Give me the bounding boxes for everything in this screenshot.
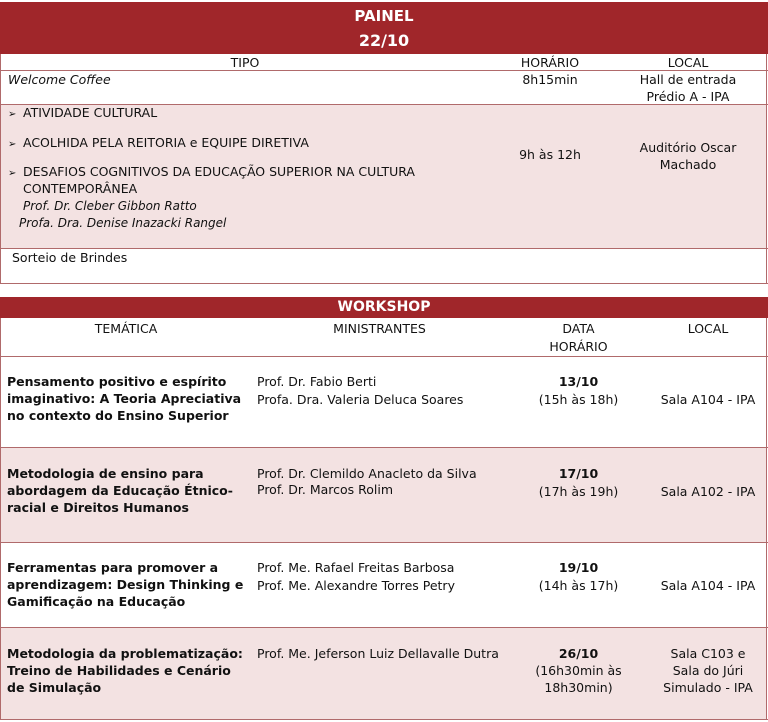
painel-header <box>0 2 768 54</box>
workshop-row-1-theme-1: Pensamento positivo e espírito <box>7 374 227 389</box>
workshop-row-1-speaker-2: Profa. Dra. Valeria Deluca Soares <box>257 392 464 407</box>
workshop-row-4-theme-2: Treino de Habilidades e Cenário <box>7 663 231 678</box>
workshop-row-4-time-1: (16h30min às <box>535 663 622 678</box>
painel-item-desafios-label-1: DESAFIOS COGNITIVOS DA EDUCAÇÃO SUPERIOR NA CULTURA <box>23 164 415 179</box>
painel-speaker-2: Profa. Dra. Denise Inazacki Rangel <box>19 216 227 230</box>
workshop-row-2-theme-3: racial e Direitos Humanos <box>7 500 189 515</box>
workshop-row-1-time: (15h às 18h) <box>538 392 619 407</box>
painel-border-right <box>766 54 767 284</box>
workshop-row-4-local-3: Simulado - IPA <box>663 680 753 695</box>
workshop-row-1-date: 13/10 <box>558 374 599 389</box>
workshop-row-4-speaker-1: Prof. Me. Jeferson Luiz Dellavalle Dutra <box>257 646 499 661</box>
painel-border-bottom <box>0 283 768 284</box>
workshop-row-4-theme-3: de Simulação <box>7 680 102 695</box>
workshop-row-3-theme-2: aprendizagem: Design Thinking e <box>7 577 244 592</box>
painel-col-horario: HORÁRIO <box>520 55 580 70</box>
painel-item-cultural <box>8 104 157 123</box>
workshop-col-horario: HORÁRIO <box>549 339 608 354</box>
workshop-col-data: DATA <box>562 321 595 336</box>
workshop-row-1-speaker-1: Prof. Dr. Fabio Berti <box>257 374 377 389</box>
painel-sorteio: Sorteio de Brindes <box>12 250 128 265</box>
workshop-divider-header <box>0 356 768 357</box>
workshop-row-2-theme-1: Metodologia de ensino para <box>7 466 204 481</box>
workshop-row-4-theme-1: Metodologia da problematização: <box>7 646 243 661</box>
workshop-row-2-time: (17h às 19h) <box>538 484 619 499</box>
painel-col-local: LOCAL <box>667 55 709 70</box>
workshop-row-2-local: Sala A102 - IPA <box>660 484 756 499</box>
workshop-row-3-time: (14h às 17h) <box>538 578 619 593</box>
painel-col-tipo: TIPO <box>230 55 260 70</box>
painel-item-acolhida-label: ACOLHIDA PELA REITORIA e EQUIPE DIRETIVA <box>23 135 309 150</box>
painel-welcome-label: Welcome Coffee <box>8 72 111 87</box>
workshop-row-1-theme-2: imaginativo: A Teoria Apreciativa <box>7 391 242 406</box>
painel-item-acolhida <box>8 134 309 153</box>
painel-date: 22/10 <box>358 31 410 50</box>
painel-welcome-time: 8h15min <box>522 72 578 87</box>
workshop-col-local: LOCAL <box>687 321 729 336</box>
workshop-row-2-date: 17/10 <box>558 466 599 481</box>
workshop-row-4-time-2: 18h30min) <box>544 680 613 695</box>
workshop-row-3-speaker-1: Prof. Me. Rafael Freitas Barbosa <box>257 560 455 575</box>
workshop-border-right <box>766 318 767 720</box>
workshop-divider-row-2 <box>0 542 768 543</box>
painel-title: PAINEL <box>354 7 414 25</box>
workshop-row-2-theme-2: abordagem da Educação Étnico- <box>7 483 233 498</box>
workshop-row-3-date: 19/10 <box>558 560 599 575</box>
painel-block-local-2: Machado <box>659 157 717 172</box>
workshop-col-tematica: TEMÁTICA <box>94 321 158 336</box>
workshop-row-4-date: 26/10 <box>558 646 599 661</box>
painel-item-desafios-label-2: CONTEMPORÂNEA <box>23 181 138 196</box>
painel-speaker-1: Prof. Dr. Cleber Gibbon Ratto <box>23 199 197 213</box>
workshop-row-4-local-2: Sala do Júri <box>672 663 744 678</box>
workshop-row-3-speaker-2: Prof. Me. Alexandre Torres Petry <box>257 578 455 593</box>
painel-welcome-local-1: Hall de entrada <box>639 72 737 87</box>
workshop-row-1-local: Sala A104 - IPA <box>660 392 756 407</box>
workshop-row-2-speaker-2: Prof. Dr. Marcos Rolim <box>257 482 394 497</box>
arrow-bullet-icon: ➢ <box>8 168 17 179</box>
arrow-bullet-icon: ➢ <box>8 109 17 120</box>
arrow-bullet-icon: ➢ <box>8 139 17 150</box>
workshop-header <box>0 297 768 318</box>
workshop-border-bottom <box>0 719 768 720</box>
painel-block-local-1: Auditório Oscar <box>639 140 737 155</box>
workshop-row-2-speaker-1: Prof. Dr. Clemildo Anacleto da Silva <box>257 466 477 481</box>
workshop-row-3-local: Sala A104 - IPA <box>660 578 756 593</box>
workshop-row-3-theme-1: Ferramentas para promover a <box>7 560 219 575</box>
workshop-col-ministrantes: MINISTRANTES <box>333 321 426 336</box>
workshop-row-3-theme-3: Gamificação na Educação <box>7 594 186 609</box>
workshop-row-1-theme-3: no contexto do Ensino Superior <box>7 408 229 423</box>
workshop-row-4-local-1: Sala C103 e <box>670 646 746 661</box>
painel-welcome-local-2: Prédio A - IPA <box>646 89 730 104</box>
workshop-title: WORKSHOP <box>337 299 431 315</box>
painel-block-time: 9h às 12h <box>519 147 581 162</box>
painel-item-cultural-label: ATIVIDADE CULTURAL <box>23 105 158 120</box>
